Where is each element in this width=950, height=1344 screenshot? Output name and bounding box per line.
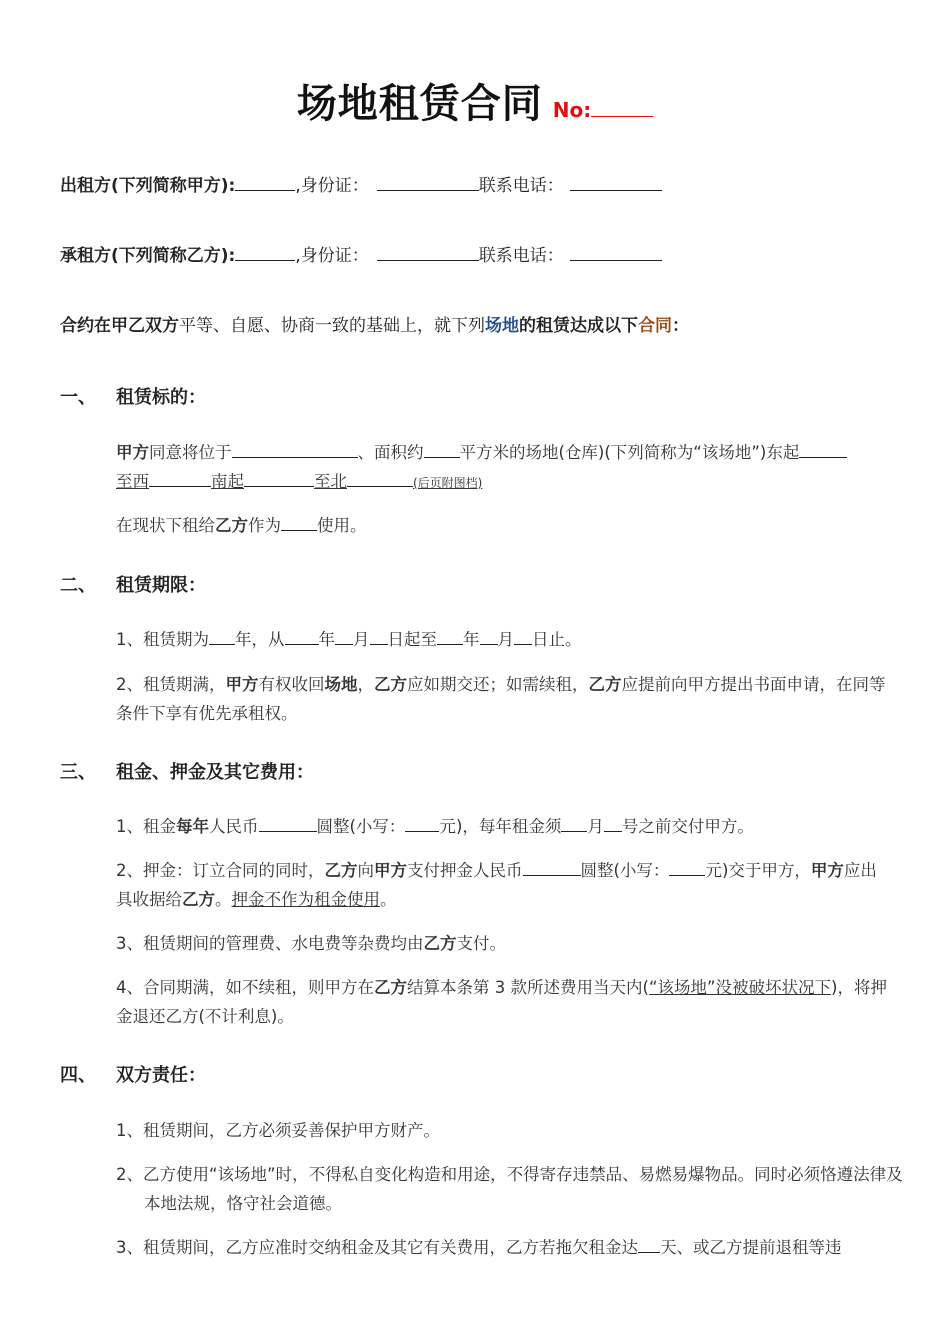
s3-item-1 — [116, 812, 890, 841]
s1-p2-lessee: 乙方 — [215, 516, 248, 535]
s3-deposit-small-blank[interactable] — [669, 857, 705, 876]
s2-i1-f: 年 — [463, 630, 480, 649]
s3-i4-condition: “该场地”没被破坏状况下 — [648, 978, 832, 997]
s3-i1-e: 元)，每年租金须 — [439, 817, 562, 836]
s2-i2-g: 应如期交还；如需续租， — [407, 675, 589, 694]
lessor-label: 出租方(下列简称甲方): — [60, 176, 236, 196]
s3-deposit-blank[interactable] — [523, 857, 581, 876]
preamble-contract: 合同 — [638, 316, 672, 336]
s2-i1-h: 日止。 — [532, 630, 582, 649]
s2-i1-g: 月 — [497, 630, 514, 649]
s1-north-blank[interactable] — [347, 468, 413, 487]
s3-item-4 — [116, 973, 890, 1031]
s1-west-label: 至西 — [116, 472, 149, 491]
s3-i3-b: 乙方 — [423, 934, 457, 953]
s1-south-label: 南起 — [211, 472, 244, 491]
s3-i1-f: 月 — [587, 817, 604, 836]
section-3-title: 租金、押金及其它费用： — [116, 762, 314, 783]
section-4-heading — [60, 1061, 206, 1087]
contract-number-label: No: — [552, 98, 592, 122]
preamble-part1: 合约在甲乙双方 — [60, 316, 179, 336]
section-1-num: 一、 — [60, 387, 96, 408]
preamble-part2: 平等、自愿、协商一致的基础上，就下列 — [179, 316, 485, 336]
s4-i3-a: 3、租赁期间，乙方应准时交纳租金及其它有关费用，乙方若拖欠租金达 — [116, 1238, 638, 1257]
s2-i1-b: 年，从 — [235, 630, 285, 649]
lessor-line — [60, 172, 662, 200]
preamble-end: ： — [672, 316, 689, 336]
s3-i2-i: 应出具收据给 — [116, 861, 877, 909]
section-1-title: 租赁标的： — [116, 387, 206, 408]
s4-i2: 2、乙方使用“该场地”时，不得私自变化构造和用途，不得寄存违禁品、易燃易爆物品。同时必须恪遵法律及本地法规，恪守社会道德。 — [116, 1165, 903, 1213]
s2-start-day-blank[interactable] — [370, 626, 388, 645]
s2-end-year-blank[interactable] — [437, 626, 463, 645]
s1-lessor: 甲方 — [116, 443, 149, 462]
lessee-phone-label: 联系电话： — [478, 246, 564, 266]
s4-item-1 — [116, 1116, 890, 1145]
lessor-id-blank[interactable] — [377, 172, 479, 191]
s3-i2-c: 向 — [357, 861, 374, 880]
s3-i1-b: 每年 — [176, 817, 209, 836]
section-2-heading — [60, 571, 206, 597]
s4-i3-b: 天、或乙方提前退租等违 — [660, 1238, 842, 1257]
section-2-num: 二、 — [60, 575, 96, 596]
s3-item-2 — [116, 856, 890, 914]
title-main: 场地租赁合同 — [296, 81, 543, 127]
lessor-name-blank[interactable] — [235, 172, 295, 191]
s3-rent-small-blank[interactable] — [405, 813, 439, 832]
lessor-id-label: ,身份证： — [295, 176, 369, 196]
section-4-title: 双方责任： — [116, 1065, 206, 1086]
preamble-part3: 的租赁达成以下 — [519, 316, 638, 336]
s1-north-label: 至北 — [314, 472, 347, 491]
preamble — [60, 312, 689, 340]
s1-south-blank[interactable] — [244, 468, 314, 487]
lessee-line — [60, 242, 662, 270]
s3-i1-d: 圆整(小写： — [316, 817, 406, 836]
s3-i2-m: 。 — [380, 890, 397, 909]
lessee-label: 承租方(下列简称乙方): — [60, 246, 236, 266]
s3-i3-a: 3、租赁期间的管理费、水电费等杂费均由 — [116, 934, 424, 953]
lessee-phone-blank[interactable] — [570, 242, 662, 261]
section-1-heading — [60, 383, 206, 409]
s2-years-blank[interactable] — [209, 626, 235, 645]
s3-i2-g: 元)交于甲方， — [705, 861, 811, 880]
s3-i2-f: 圆整(小写： — [580, 861, 670, 880]
s3-i1-a: 1、租金 — [116, 817, 176, 836]
s1-west-blank[interactable] — [149, 468, 211, 487]
s3-i3-c: 支付。 — [456, 934, 506, 953]
s3-i4-e: )，将押金退还乙方(不计利息)。 — [116, 978, 887, 1026]
s3-i2-d: 甲方 — [374, 861, 407, 880]
lessee-id-blank[interactable] — [377, 242, 479, 261]
s3-i2-h: 甲方 — [810, 861, 844, 880]
s3-i2-b: 乙方 — [324, 861, 358, 880]
s2-i2-i: 应提前向甲方提出书面申请，在同等条件下享有优先承租权。 — [116, 675, 886, 723]
s1-text-c: 、面积约 — [357, 443, 424, 462]
s2-i1-d: 月 — [353, 630, 370, 649]
s1-east-blank[interactable] — [799, 439, 847, 458]
s4-item-2 — [116, 1160, 918, 1218]
s3-i4-a: 4、合同期满，如不续租，则甲方在 — [116, 978, 374, 997]
preamble-site: 场地 — [485, 316, 519, 336]
s3-i4-c: 结算本条第 3 款所述费用当天内( — [407, 978, 649, 997]
s2-start-year-blank[interactable] — [285, 626, 319, 645]
s1-p2-c: 作为 — [248, 516, 281, 535]
s1-area-blank[interactable] — [424, 439, 460, 458]
s2-i2-lessor: 甲方 — [225, 675, 259, 694]
s1-text-b: 同意将位于 — [149, 443, 232, 462]
s3-pay-day-blank[interactable] — [604, 813, 622, 832]
s2-i1-e: 日起至 — [387, 630, 437, 649]
s1-location-blank[interactable] — [232, 439, 358, 458]
section-4-num: 四、 — [60, 1065, 96, 1086]
s3-rent-blank[interactable] — [259, 813, 317, 832]
s2-i1-a: 1、租赁期为 — [116, 630, 209, 649]
section-3-heading — [60, 758, 314, 784]
s3-i2-j: 乙方 — [182, 890, 215, 909]
s3-i2-e: 支付押金人民币 — [407, 861, 523, 880]
lessor-phone-blank[interactable] — [570, 172, 662, 191]
s2-i2-a: 2、租赁期满， — [116, 675, 226, 694]
s4-item-3 — [116, 1233, 890, 1262]
contract-number-blank[interactable] — [591, 98, 653, 117]
s1-p2-d: 使用。 — [317, 516, 367, 535]
lessee-id-label: ,身份证： — [295, 246, 369, 266]
s3-i1-c: 人民币 — [209, 817, 259, 836]
s2-item-1 — [116, 625, 890, 654]
s3-pay-month-blank[interactable] — [561, 813, 587, 832]
contract-number — [553, 98, 653, 122]
s3-i4-b: 乙方 — [374, 978, 407, 997]
s3-i2-k: 。 — [215, 890, 232, 909]
s1-usage-blank[interactable] — [281, 512, 317, 531]
s1-attachment-note: (后页附图档) — [413, 476, 483, 490]
s3-item-3 — [116, 929, 890, 958]
s2-i2-lessee-2: 乙方 — [588, 675, 622, 694]
s2-end-month-blank[interactable] — [480, 626, 498, 645]
s3-i2-a: 2、押金：订立合同的同时， — [116, 861, 325, 880]
s4-overdue-days-blank[interactable] — [638, 1234, 660, 1253]
lessor-phone-label: 联系电话： — [478, 176, 564, 196]
s2-i1-c: 年 — [318, 630, 335, 649]
s4-i1: 1、租赁期间，乙方必须妥善保护甲方财产。 — [116, 1121, 440, 1140]
s2-end-day-blank[interactable] — [514, 626, 532, 645]
section-1-para-2 — [116, 511, 890, 540]
s3-i2-deposit-note: 押金不作为租金使用 — [231, 890, 380, 909]
section-1-para-1 — [116, 438, 890, 498]
s2-item-2 — [116, 670, 890, 728]
s2-i2-e: ， — [357, 675, 374, 694]
section-3-num: 三、 — [60, 762, 96, 783]
s2-i2-site: 场地 — [324, 675, 358, 694]
s3-i1-g: 号之前交付甲方。 — [621, 817, 754, 836]
s2-start-month-blank[interactable] — [335, 626, 353, 645]
s1-text-d: 平方米的场地(仓库)(下列简称为“该场地”)东起 — [459, 443, 800, 462]
section-2-title: 租赁期限： — [116, 575, 206, 596]
s1-p2-a: 在现状下租给 — [116, 516, 215, 535]
lessee-name-blank[interactable] — [235, 242, 295, 261]
contract-title — [0, 72, 950, 129]
s2-i2-c: 有权收回 — [258, 675, 325, 694]
s2-i2-lessee: 乙方 — [374, 675, 407, 694]
